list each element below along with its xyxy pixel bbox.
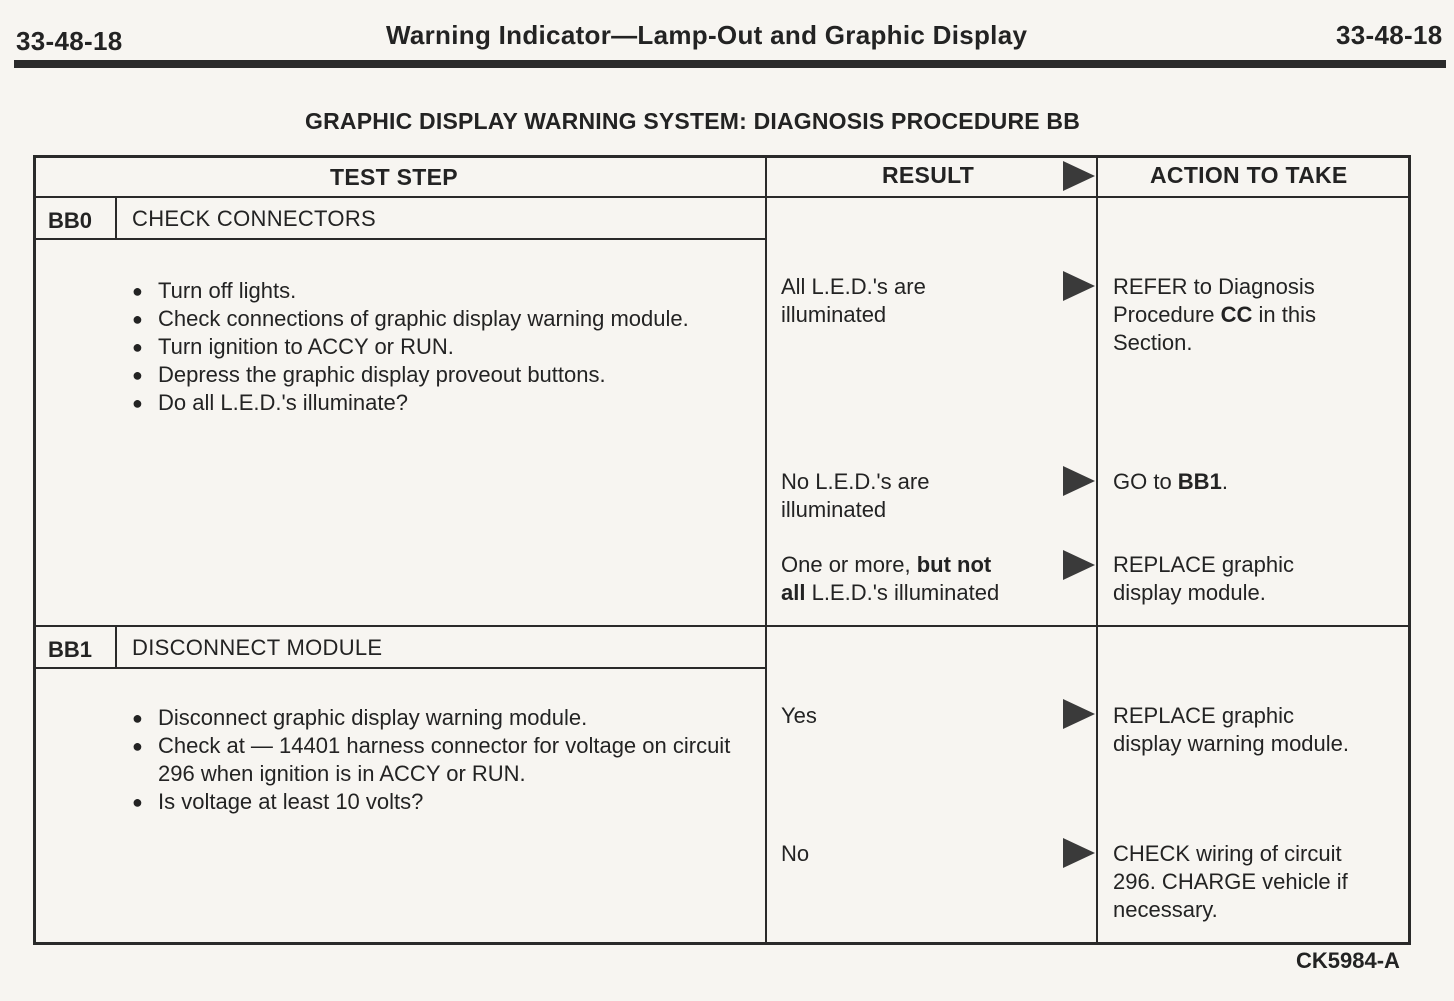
result-bb0-some-illuminated: One or more, but not all L.E.D.'s illuminated [781, 552, 1000, 605]
action-bb1-check-wiring: CHECK wiring of circuit 296. CHARGE vehicle if necessary. [1113, 841, 1348, 922]
arrow-icon [1063, 838, 1095, 868]
table-border-bottom [33, 942, 1411, 945]
step-bb0-instructions [132, 277, 702, 417]
list-item: ● Check at — 14401 harness connector for voltage on circuit 296 when ignition is in ACCY or RUN. [132, 732, 752, 788]
step-separator [33, 625, 1411, 627]
result-bb0-all-illuminated: All L.E.D.'s are illuminated [781, 274, 926, 327]
step-bb1-id-divider [115, 626, 117, 668]
list-item: ● Do all L.E.D.'s illuminate? [132, 389, 702, 417]
result-bb0-none-illuminated: No L.E.D.'s are illuminated [781, 469, 930, 522]
table-border-top [33, 155, 1411, 158]
header-arrow-icon [1063, 161, 1095, 191]
step-bb0-title-rule [33, 238, 766, 240]
action-bb0-refer-cc: REFER to Diagnosis Procedure CC in this Section. [1113, 274, 1316, 355]
list-item: ● Is voltage at least 10 volts? [132, 788, 752, 816]
list-item: ● Depress the graphic display proveout buttons. [132, 361, 702, 389]
column-header-test-step: TEST STEP [330, 164, 458, 190]
arrow-icon [1063, 271, 1095, 301]
step-title-bb0: CHECK CONNECTORS [132, 206, 376, 231]
result-bb1-yes: Yes [781, 703, 817, 728]
header-row-rule [33, 196, 1411, 198]
header-rule [14, 60, 1446, 68]
step-bb1-title-rule [33, 667, 766, 669]
figure-id: CK5984-A [1296, 948, 1400, 973]
table-border-right [1408, 155, 1411, 945]
procedure-title: GRAPHIC DISPLAY WARNING SYSTEM: DIAGNOSIS PROCEDURE BB [305, 108, 1080, 134]
step-id-bb1: BB1 [48, 637, 93, 662]
column-divider-result [765, 155, 767, 945]
step-title-bb1: DISCONNECT MODULE [132, 635, 383, 660]
step-bb1-instructions [132, 704, 752, 816]
step-id-bb0: BB0 [48, 208, 93, 233]
step-bb0-id-divider [115, 197, 117, 239]
page-number-right: 33-48-18 [1336, 20, 1443, 50]
column-header-action: ACTION TO TAKE [1150, 162, 1348, 188]
list-item: ● Disconnect graphic display warning module. [132, 704, 752, 732]
arrow-icon [1063, 699, 1095, 729]
list-item: ● Check connections of graphic display warning module. [132, 305, 702, 333]
action-bb0-go-bb1: GO to BB1. [1113, 469, 1228, 494]
list-item: ● Turn off lights. [132, 277, 702, 305]
table-border-left [33, 155, 36, 945]
action-bb1-replace-module: REPLACE graphic display warning module. [1113, 703, 1350, 756]
result-bb1-no: No [781, 841, 810, 866]
list-item: ● Turn ignition to ACCY or RUN. [132, 333, 702, 361]
arrow-icon [1063, 550, 1095, 580]
column-header-result: RESULT [882, 162, 975, 188]
action-bb0-replace-module: REPLACE graphic display module. [1113, 552, 1294, 605]
column-divider-action [1096, 155, 1098, 945]
arrow-icon [1063, 466, 1095, 496]
page-number-left: 33-48-18 [16, 26, 123, 56]
page-title: Warning Indicator—Lamp-Out and Graphic Display [386, 20, 1028, 50]
